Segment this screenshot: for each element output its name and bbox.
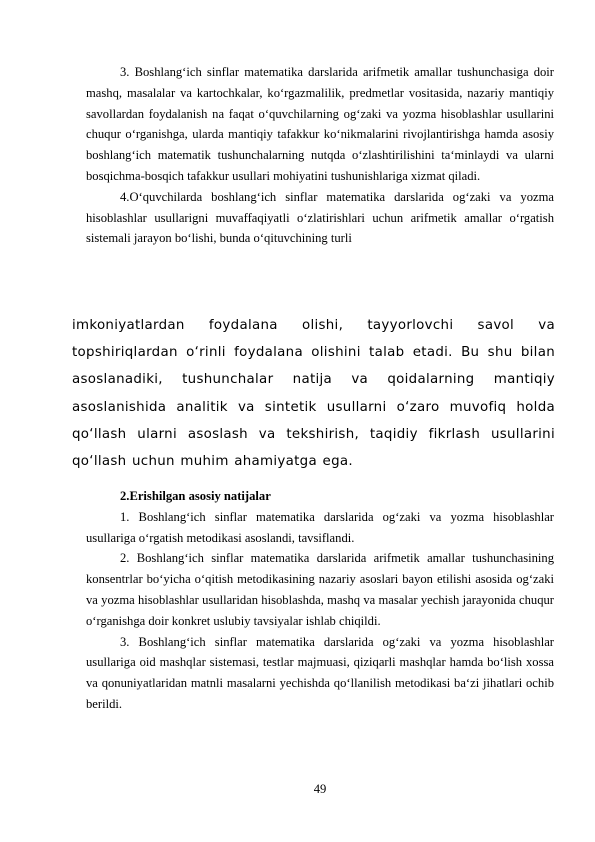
list-item: 2. Boshlang‘ich sinflar matematika darslarida arifmetik amallar tushunchasining konsentrlar bo‘yicha o‘qitish metodikasining nazariy asoslari bayon etilishi asosida og‘zaki va yozma hisoblashlar usullaridan hisoblashda, mashq va masalar yechish jarayonida chuqur o‘rganishga doir konkret uslubiy tavsiyalar ishlab chiqildi. (86, 551, 554, 628)
paragraph: 4.O‘quvchilarda boshlang‘ich sinflar matematika darslarida og‘zaki va yozma hisoblashlar usullarigni muvaffaqiyatli o‘zlatirishlari uchun arifmetik amallar o‘rgatish sistemali jarayon bo‘lishi, bunda o‘qituvchining turli (86, 189, 554, 246)
text-block-top (86, 62, 554, 249)
section-heading: 2.Erishilgan asosiy natijalar (120, 489, 271, 503)
page-number: 49 (313, 782, 327, 796)
text-block-sans (72, 312, 555, 475)
paragraph: 3. Boshlang‘ich sinflar matematika darslarida arifmetik amallar tushunchasiga doir mashq, masalalar va kartochkalar, ko‘rgazmalilik, predmetlar vositasida, nazariy mantiqiy savollardan foydalanish na faqat o‘quvchilarning og‘zaki va yozma hisoblashlar usullarini chuqur o‘rganishga, ularda mantiqiy tafakkur ko‘nikmalarini rivojlantirishga hamda asosiy boshlang‘ich matematik tushunchalarning nutqda o‘zlashtirilishini ta‘minlaydi va ularni bosqichma-bosqich tafakkur usullari mohiyatini tushunishlariga xizmat qiladi. (86, 65, 554, 183)
paragraph: imkoniyatlardan foydalana olishi, tayyorlovchi savol va topshiriqlardan o‘rinli foydalana olishini talab etadi. Bu shu bilan asoslanadiki, tushunchalar natija va qoidalarning mantiqiy asoslanishida analitik va sintetik usullarni o‘zaro muvofiq holda qo‘llash ularni asoslash va tekshirish, taqidiy fikrlash usullarini qo‘llash uchun muhim ahamiyatga ega. (72, 318, 555, 470)
list-item: 3. Boshlang‘ich sinflar matematika darslarida og‘zaki va yozma hisoblashlar usullariga oid mashqlar sistemasi, testlar majmuasi, qiziqarli mashqlar hamda bo‘lish xossa va qonuniyatlaridan matnli masalarni yechishda qo‘llanilish metodikasi ba‘zi jihatlari ochib berildi. (86, 634, 554, 711)
list-item: 1. Boshlang‘ich sinflar matematika darslarida og‘zaki va yozma hisoblashlar usullariga o‘rgatish metodikasi asoslandi, tavsiflandi. (86, 509, 554, 545)
results-section (86, 486, 554, 715)
